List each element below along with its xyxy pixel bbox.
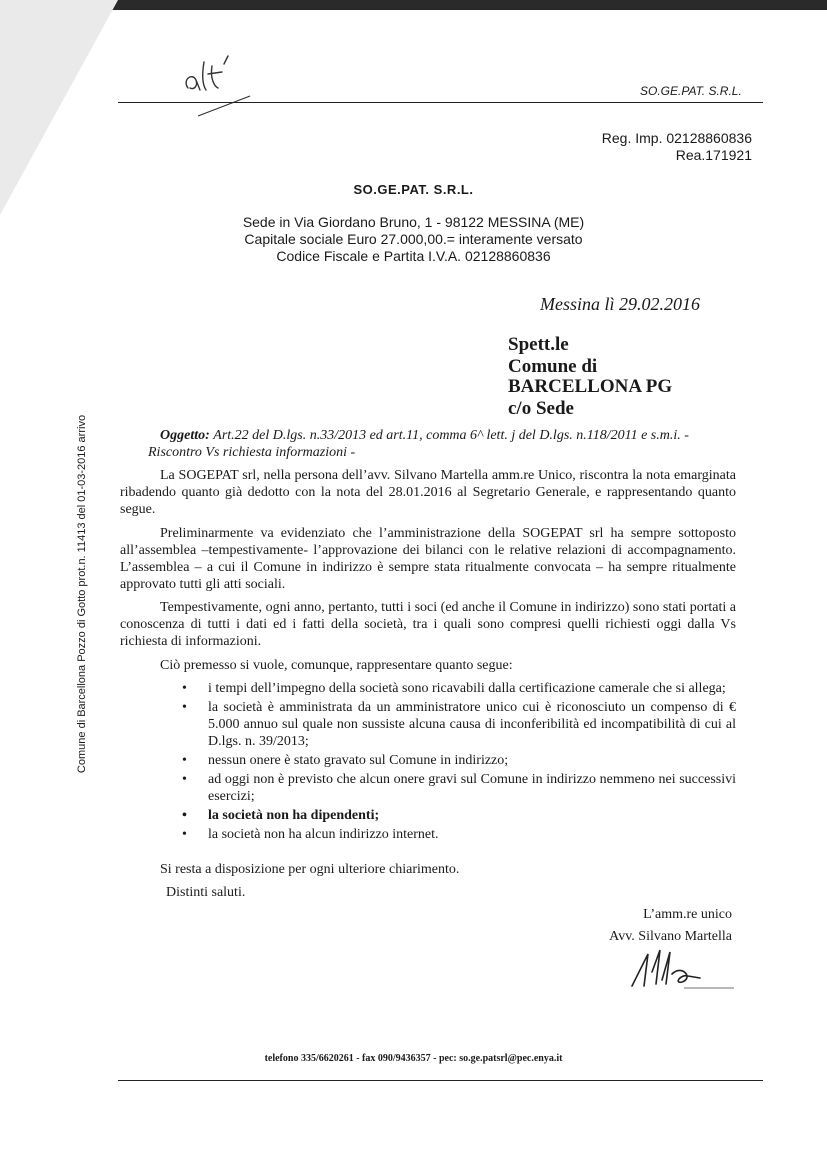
header-company-name: SO.GE.PAT. S.R.L.	[640, 84, 742, 98]
list-item: • ad oggi non è previsto che alcun onere gravi sul Comune in indirizzo nemmeno nei successivi esercizi;	[182, 772, 736, 804]
list-item: • la società non ha dipendenti;	[182, 808, 380, 823]
list-item: • la società non ha alcun indirizzo internet.	[182, 827, 439, 842]
list-item: • i tempi dell’impegno della società sono ricavabili dalla certificazione camerale che si allega;	[182, 681, 726, 696]
handwritten-note	[178, 50, 268, 125]
closing-line: Si resta a disposizione per ogni ulteriore chiarimento.	[160, 862, 460, 877]
header-rule	[118, 102, 763, 103]
paragraph: La SOGEPAT srl, nella persona dell’avv. Silvano Martella amm.re Unico, riscontra la nota emarginata ribadendo quanto già dedotto con la nota del 28.01.2016 al Segretario Generale, e rappresentando quanto segue.	[120, 468, 736, 517]
paragraph: Tempestivamente, ogni anno, pertanto, tutti i soci (ed anche il Comune in indirizzo) sono stati portati a conoscenza di tutti i dati ed i fatti della società, tra i quali sono compresi quelli richiesti oggi dalla Vs richiesta di informazioni.	[120, 600, 736, 649]
footer-contacts: telefono 335/6620261 - fax 090/9436357 - pec: so.ge.patsrl@pec.enya.it	[264, 1053, 563, 1064]
company-tax-id: Codice Fiscale e Partita I.V.A. 02128860836	[276, 248, 551, 264]
bullet-icon: •	[182, 700, 187, 715]
company-title: SO.GE.PAT. S.R.L.	[353, 182, 474, 197]
reg-imp: Reg. Imp. 02128860836	[601, 130, 752, 146]
registry-info	[560, 130, 752, 164]
rea: Rea.171921	[675, 147, 752, 163]
recipient-line: BARCELLONA PG	[508, 376, 673, 397]
bullet-icon: •	[182, 827, 187, 842]
bullet-list	[176, 680, 736, 845]
handwritten-signature	[622, 944, 737, 994]
list-item: • nessun onere è stato gravato sul Comune in indirizzo;	[182, 753, 509, 768]
greeting: Distinti saluti.	[166, 885, 246, 900]
footer-rule	[118, 1080, 763, 1081]
paragraph: Ciò premesso si vuole, comunque, rappresentare quanto segue:	[160, 658, 513, 673]
bullet-icon: •	[182, 808, 187, 823]
recipient-line: Spett.le	[508, 334, 569, 355]
company-capital: Capitale sociale Euro 27.000,00.= interamente versato	[244, 231, 583, 247]
bullet-icon: •	[182, 772, 187, 787]
protocol-stamp: Comune di Barcellona Pozzo di Gotto prot.n. 11413 del 01-03-2016 arrivo	[76, 414, 88, 774]
subject-label: Oggetto:	[160, 428, 210, 443]
recipient-line: c/o Sede	[508, 398, 574, 419]
signature-role: L’amm.re unico	[643, 907, 732, 922]
list-item: • la società è amministrata da un amministratore unico cui è riconosciuto un compenso di € 5.000 annuo sul quale non sussiste alcuna causa di inconferibilità ed incompatibilità di cui al D.lgs. n. 39/2013;	[182, 700, 736, 749]
signature-name: Avv. Silvano Martella	[609, 929, 732, 944]
paragraph: Preliminarmente va evidenziato che l’amministrazione della SOGEPAT srl ha sempre sottoposto all’assemblea –tempestivamente- l’approvazione dei bilanci con le relative relazioni di accompagnamento. L’assemblea – a cui il Comune in indirizzo è sempre stata ritualmente convocata – ha sempre ritualmente approvato tutti gli atti sociali.	[120, 526, 736, 592]
company-address: Sede in Via Giordano Bruno, 1 - 98122 MESSINA (ME)	[242, 214, 585, 230]
subject	[148, 427, 736, 461]
bullet-icon: •	[182, 753, 187, 768]
subject-text: Art.22 del D.lgs. n.33/2013 ed art.11, comma 6^ lett. j del D.lgs. n.118/2011 e s.m.i. - Riscontro Vs richiesta informazioni -	[148, 428, 689, 460]
letter-date: Messina lì 29.02.2016	[540, 294, 700, 314]
bullet-icon: •	[182, 681, 187, 696]
scan-border-top	[0, 0, 827, 10]
recipient-line: Comune di	[508, 356, 598, 377]
